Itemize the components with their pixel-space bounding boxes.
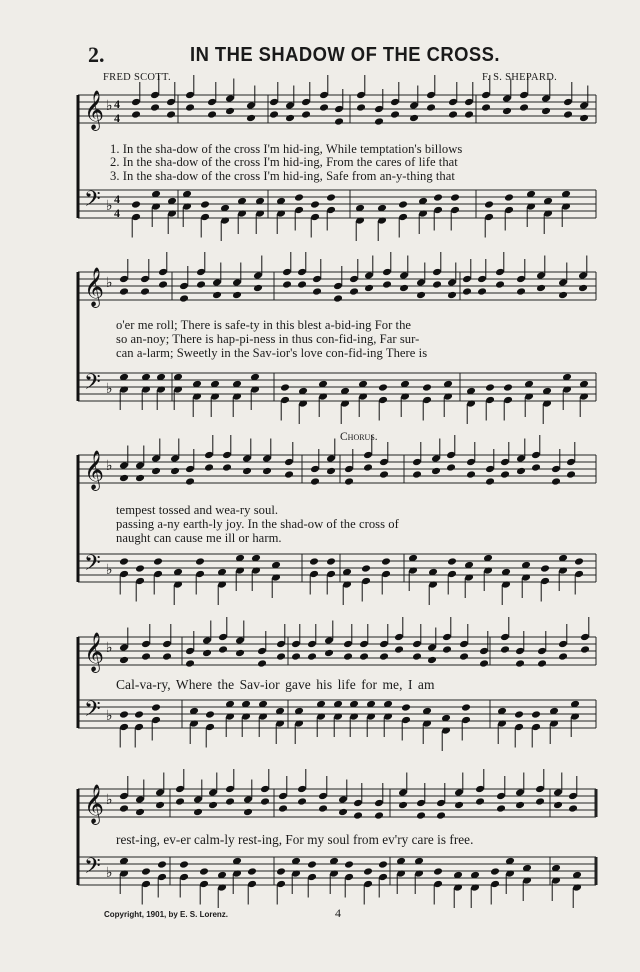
note-head: [537, 659, 547, 668]
note-head: [150, 103, 160, 112]
note-head: [515, 801, 525, 810]
note-head: [318, 804, 328, 813]
note-head: [516, 467, 526, 476]
note-head: [297, 797, 307, 806]
note-head: [503, 383, 513, 392]
note-head: [433, 867, 443, 876]
bass-clef-icon: 𝄢: [84, 187, 101, 217]
note-head: [379, 470, 389, 479]
lyric-verse2-line3: passing a-ny earth-ly joy. In the shad-ow of the cross of: [116, 517, 399, 531]
lyric-verse3-line2: can a-larm; Sweetly in the Sav-ior's love con-fid-ing There is: [116, 346, 428, 360]
note-head: [253, 284, 263, 293]
note-head: [381, 557, 391, 566]
lyric-chorus-line2: rest-ing, ev-er calm-ly rest-ing, For my soul from ev'ry care is free.: [116, 832, 474, 847]
note-head: [175, 797, 185, 806]
lyric-verse2-line2: so an-noy; There is hap-pi-ness in thus con-fid-ing, Far sur-: [116, 332, 420, 346]
note-head: [398, 801, 408, 810]
note-head: [558, 291, 568, 300]
note-head: [514, 710, 524, 719]
note-head: [157, 860, 167, 869]
note-head: [490, 867, 500, 876]
note-head: [359, 652, 369, 661]
note-head: [262, 467, 272, 476]
note-head: [390, 110, 400, 119]
note-head: [454, 801, 464, 810]
time-signature-bottom: 4: [114, 111, 120, 125]
note-head: [363, 463, 373, 472]
note-head: [558, 652, 568, 661]
note-head: [485, 383, 495, 392]
note-head: [294, 193, 304, 202]
key-flat-icon: ♭: [106, 458, 113, 474]
note-head: [431, 467, 441, 476]
lyric-verse3-line1: 3. In the sha-dow of the cross I'm hid-ing, Safe from an-y-thing that: [110, 169, 455, 183]
note-head: [412, 470, 422, 479]
note-head: [427, 656, 437, 665]
note-head: [500, 470, 510, 479]
note-head: [398, 200, 408, 209]
note-head: [247, 867, 257, 876]
note-head: [235, 649, 245, 658]
note-head: [195, 557, 205, 566]
note-head: [580, 645, 590, 654]
note-head: [540, 564, 550, 573]
note-head: [338, 808, 348, 817]
lyric-verse2-line1: 2. In the sha-dow of the cross I'm hid-ing, From the cares of life that: [110, 155, 458, 169]
key-flat-icon: ♭: [106, 198, 113, 214]
note-head: [307, 860, 317, 869]
note-head: [334, 117, 344, 126]
note-head: [140, 287, 150, 296]
note-head: [119, 656, 129, 665]
lyric-chorus-line1: Cal-va-ry, Where the Sav-ior gave his life for me, I am: [116, 677, 435, 692]
note-head: [361, 564, 371, 573]
note-head: [500, 645, 510, 654]
lyric-verse1-line2: o'er me roll; There is safe-ty in this blest a-bid-ing For the: [116, 318, 412, 332]
note-head: [378, 383, 388, 392]
bass-clef-icon: 𝄢: [84, 551, 101, 581]
hymn-title: IN THE SHADOW OF THE CROSS.: [190, 44, 500, 66]
note-head: [158, 280, 168, 289]
author-credit: F. S. SHEPARD.: [482, 72, 558, 83]
treble-clef-icon: 𝄞: [84, 632, 105, 672]
note-head: [326, 557, 336, 566]
note-head: [179, 860, 189, 869]
note-head: [516, 287, 526, 296]
note-head: [502, 107, 512, 116]
note-head: [260, 797, 270, 806]
note-head: [477, 287, 487, 296]
note-head: [276, 867, 286, 876]
note-head: [134, 710, 144, 719]
time-signature-top: 4: [114, 97, 120, 111]
note-head: [579, 114, 589, 123]
note-head: [485, 477, 495, 486]
note-head: [374, 117, 384, 126]
note-head: [282, 280, 292, 289]
note-head: [578, 284, 588, 293]
key-flat-icon: ♭: [106, 708, 113, 724]
note-head: [276, 652, 286, 661]
note-head: [412, 652, 422, 661]
note-head: [119, 710, 129, 719]
note-head: [382, 280, 392, 289]
note-head: [356, 103, 366, 112]
note-head: [269, 110, 279, 119]
note-head: [151, 467, 161, 476]
note-head: [349, 287, 359, 296]
note-head: [343, 652, 353, 661]
note-head: [519, 103, 529, 112]
note-head: [310, 200, 320, 209]
note-head: [553, 801, 563, 810]
note-head: [135, 474, 145, 483]
key-flat-icon: ♭: [106, 792, 113, 808]
note-head: [131, 200, 141, 209]
note-head: [162, 652, 172, 661]
note-head: [563, 110, 573, 119]
note-head: [466, 470, 476, 479]
note-head: [119, 474, 129, 483]
note-head: [284, 470, 294, 479]
note-head: [531, 710, 541, 719]
note-head: [243, 808, 253, 817]
note-head: [461, 703, 471, 712]
note-head: [199, 867, 209, 876]
note-head: [135, 808, 145, 817]
note-head: [363, 867, 373, 876]
lyric-verse1-line1: 1. In the sha-dow of the cross I'm hid-ing, While temptation's billows: [110, 142, 463, 156]
note-head: [232, 291, 242, 300]
note-head: [436, 811, 446, 820]
note-head: [484, 200, 494, 209]
note-head: [153, 557, 163, 566]
note-head: [432, 280, 442, 289]
chorus-label: Chorus.: [340, 431, 378, 443]
note-head: [312, 287, 322, 296]
copyright-notice: Copyright, 1901, by E. S. Lorenz.: [104, 910, 229, 919]
note-head: [568, 804, 578, 813]
note-head: [207, 110, 217, 119]
note-head: [155, 801, 165, 810]
note-head: [166, 110, 176, 119]
note-head: [433, 193, 443, 202]
note-head: [379, 652, 389, 661]
note-head: [141, 652, 151, 661]
note-head: [462, 287, 472, 296]
note-head: [333, 294, 343, 303]
hymn-number: 2.: [88, 42, 105, 67]
note-head: [307, 652, 317, 661]
note-head: [416, 811, 426, 820]
note-head: [257, 659, 267, 668]
page-number: 4: [335, 906, 341, 920]
treble-clef-icon: 𝄞: [84, 450, 105, 490]
note-head: [326, 467, 336, 476]
note-head: [119, 287, 129, 296]
note-head: [151, 703, 161, 712]
note-head: [394, 645, 404, 654]
note-head: [319, 103, 329, 112]
note-head: [378, 860, 388, 869]
lyric-verse1-line3: tempest tossed and wea-ry soul.: [116, 503, 279, 517]
note-head: [464, 110, 474, 119]
key-flat-icon: ♭: [106, 381, 113, 397]
note-head: [179, 294, 189, 303]
note-head: [170, 467, 180, 476]
note-head: [566, 470, 576, 479]
note-head: [326, 193, 336, 202]
note-head: [353, 811, 363, 820]
note-head: [196, 280, 206, 289]
note-head: [446, 463, 456, 472]
note-head: [536, 284, 546, 293]
note-head: [481, 103, 491, 112]
lyric-verse3-line3: naught can cause me ill or harm.: [116, 531, 282, 545]
note-head: [401, 703, 411, 712]
note-head: [200, 200, 210, 209]
note-head: [119, 557, 129, 566]
note-head: [225, 107, 235, 116]
note-head: [301, 110, 311, 119]
note-head: [278, 804, 288, 813]
note-head: [448, 110, 458, 119]
key-flat-icon: ♭: [106, 98, 113, 114]
note-head: [459, 652, 469, 661]
note-head: [399, 284, 409, 293]
note-head: [535, 797, 545, 806]
note-head: [202, 649, 212, 658]
key-flat-icon: ♭: [106, 865, 113, 881]
bass-clef-icon: 𝄢: [84, 697, 101, 727]
note-head: [515, 659, 525, 668]
note-head: [344, 860, 354, 869]
note-head: [495, 280, 505, 289]
note-head: [285, 114, 295, 123]
note-head: [426, 103, 436, 112]
note-head: [225, 797, 235, 806]
note-head: [531, 463, 541, 472]
bass-clef-icon: 𝄢: [84, 854, 101, 884]
treble-clef-icon: 𝄞: [84, 90, 105, 130]
key-flat-icon: ♭: [106, 562, 113, 578]
note-head: [409, 114, 419, 123]
note-head: [297, 280, 307, 289]
note-head: [185, 477, 195, 486]
note-head: [450, 193, 460, 202]
note-head: [447, 557, 457, 566]
note-head: [344, 477, 354, 486]
note-head: [416, 291, 426, 300]
note-head: [447, 291, 457, 300]
note-head: [204, 463, 214, 472]
key-flat-icon: ♭: [106, 640, 113, 656]
note-head: [131, 110, 141, 119]
note-head: [442, 645, 452, 654]
note-head: [119, 804, 129, 813]
note-head: [212, 291, 222, 300]
note-head: [141, 867, 151, 876]
treble-clef-icon: 𝄞: [84, 784, 105, 824]
treble-clef-icon: 𝄞: [84, 267, 105, 307]
note-head: [208, 801, 218, 810]
note-head: [185, 103, 195, 112]
note-head: [324, 649, 334, 658]
bass-clef-icon: 𝄢: [84, 370, 101, 400]
time-signature-bottom: 4: [114, 206, 120, 220]
note-head: [374, 811, 384, 820]
note-head: [504, 193, 514, 202]
note-head: [541, 107, 551, 116]
note-head: [280, 383, 290, 392]
time-signature-top: 4: [114, 192, 120, 206]
note-head: [309, 557, 319, 566]
note-head: [205, 710, 215, 719]
note-head: [574, 557, 584, 566]
composer-credit: FRED SCOTT.: [103, 72, 171, 83]
key-flat-icon: ♭: [106, 275, 113, 291]
note-head: [242, 467, 252, 476]
note-head: [551, 477, 561, 486]
note-head: [193, 808, 203, 817]
note-head: [291, 652, 301, 661]
note-head: [422, 383, 432, 392]
note-head: [479, 659, 489, 668]
note-head: [246, 114, 256, 123]
note-head: [475, 797, 485, 806]
note-head: [310, 477, 320, 486]
note-head: [364, 284, 374, 293]
note-head: [496, 804, 506, 813]
note-head: [135, 564, 145, 573]
note-head: [218, 645, 228, 654]
note-head: [222, 463, 232, 472]
note-head: [185, 659, 195, 668]
